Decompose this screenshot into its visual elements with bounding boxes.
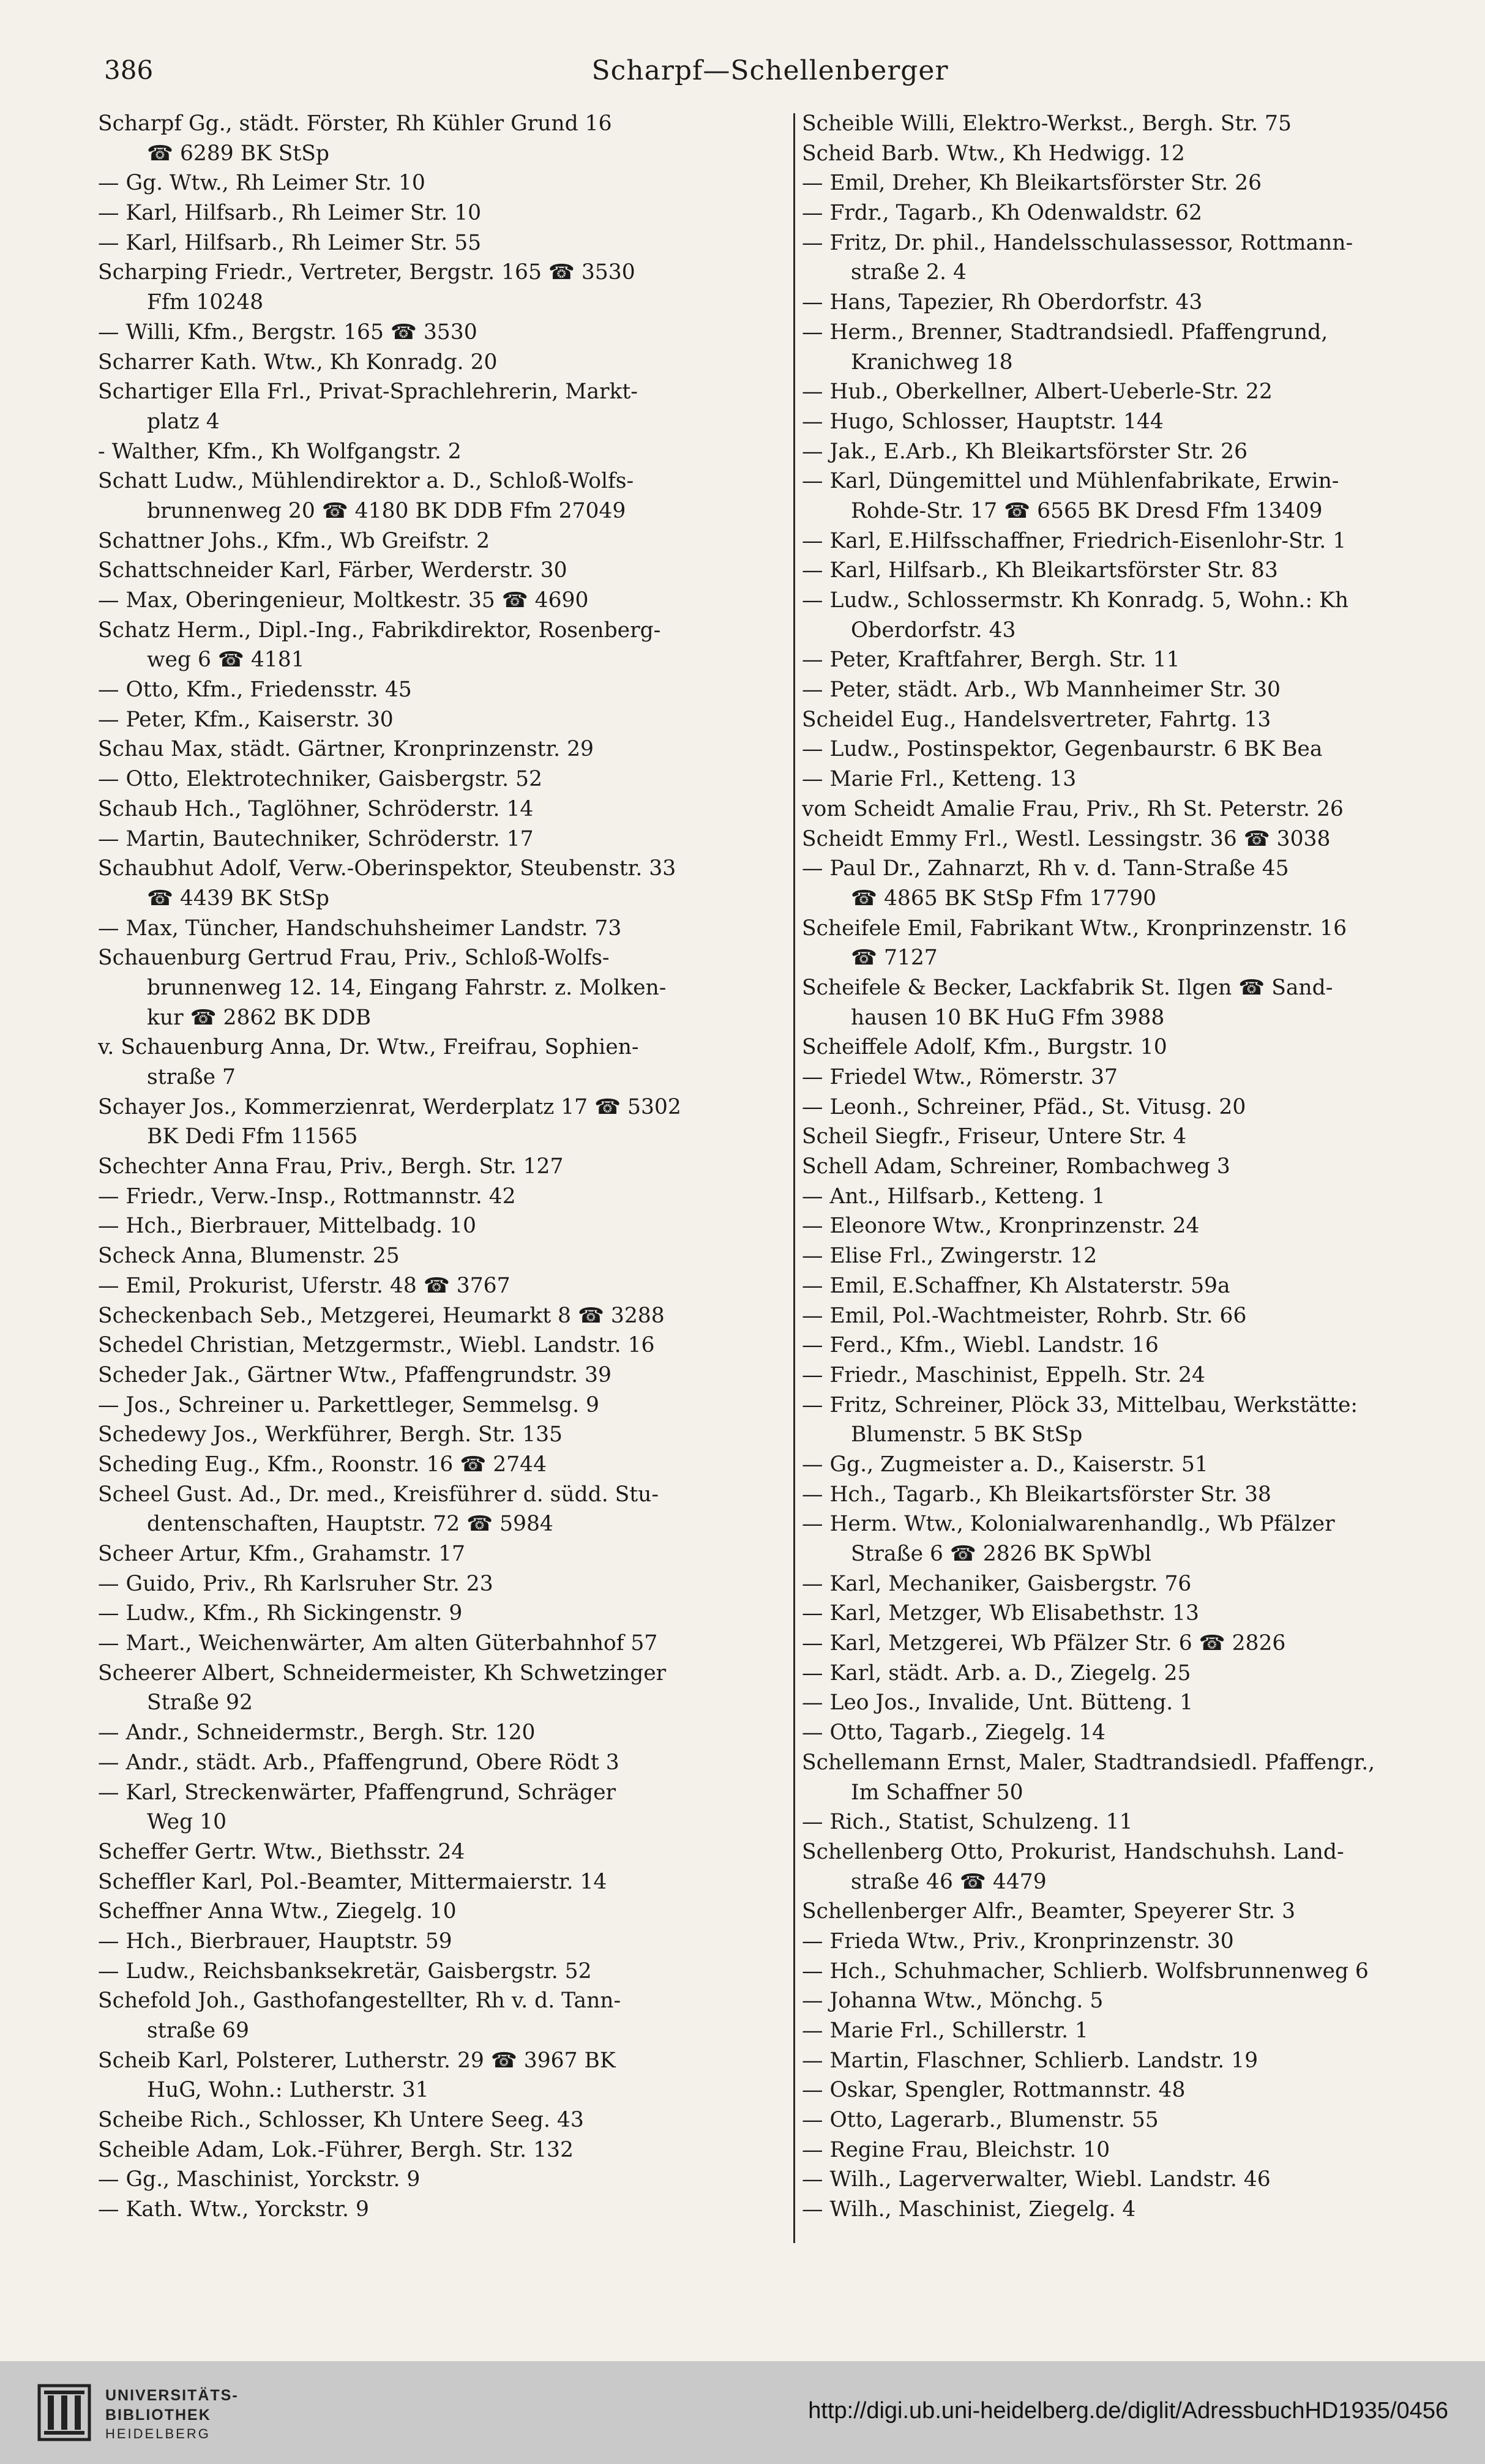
directory-entry-line: Schaub Hch., Taglöhner, Schröderstr. 14	[98, 796, 534, 821]
directory-entry-line: straße 69	[147, 2018, 249, 2043]
directory-entry-line: — Gg. Wtw., Rh Leimer Str. 10	[98, 171, 425, 196]
directory-entry-line: — Karl, E.Hilfsschaffner, Friedrich-Eisenlohr-Str. 1	[802, 528, 1347, 553]
directory-entry-line: ☎ 4865 BK StSp Ffm 17790	[851, 886, 1157, 911]
directory-entry-line: Scheifele Emil, Fabrikant Wtw., Kronprinzenstr. 16	[802, 916, 1347, 941]
directory-entry-line: — Leonh., Schreiner, Pfäd., St. Vitusg. 20	[802, 1094, 1246, 1119]
directory-entry-line: Scheffner Anna Wtw., Ziegelg. 10	[98, 1899, 457, 1924]
directory-entry-line: — Oskar, Spengler, Rottmannstr. 48	[802, 2078, 1186, 2103]
directory-entry-line: — Ludw., Kfm., Rh Sickingenstr. 9	[98, 1601, 463, 1626]
directory-entry-line: Schaubhut Adolf, Verw.-Oberinspektor, Steubenstr. 33	[98, 856, 676, 881]
directory-entry-line: Schefold Joh., Gasthofangestellter, Rh v. d. Tann-	[98, 1988, 621, 2014]
directory-entry-line: — Emil, E.Schaffner, Kh Alstaterstr. 59a	[802, 1273, 1230, 1298]
directory-entry-line: — Karl, Düngemittel und Mühlenfabrikate, Erwin-	[802, 469, 1339, 494]
directory-entry-line: Im Schaffner 50	[851, 1780, 1023, 1805]
directory-entry-line: ☎ 7127	[851, 946, 938, 971]
directory-entry-line: — Otto, Kfm., Friedensstr. 45	[98, 678, 412, 703]
directory-entry-line: — Johanna Wtw., Mönchg. 5	[802, 1988, 1104, 2014]
directory-entry-line: Schellemann Ernst, Maler, Stadtrandsiedl. Pfaffengr.,	[802, 1750, 1375, 1775]
directory-entry-line: — Max, Tüncher, Handschuhsheimer Landstr. 73	[98, 916, 622, 941]
directory-entry-line: Schattschneider Karl, Färber, Werderstr. 30	[98, 558, 567, 583]
directory-entry-line: straße 2. 4	[851, 260, 967, 285]
directory-entry-line: BK Dedi Ffm 11565	[147, 1124, 358, 1149]
directory-entry-line: Scheffer Gertr. Wtw., Biethsstr. 24	[98, 1839, 465, 1864]
directory-entry-line: — Ludw., Reichsbanksekretär, Gaisbergstr. 52	[98, 1958, 592, 1984]
directory-entry-line: Scheding Eug., Kfm., Roonstr. 16 ☎ 2744	[98, 1452, 547, 1477]
directory-entry-line: Scharpf Gg., städt. Förster, Rh Kühler Grund 16	[98, 111, 612, 136]
directory-entry-line: Schatz Herm., Dipl.-Ing., Fabrikdirektor, Rosenberg-	[98, 618, 661, 643]
directory-entry-line: Scheid Barb. Wtw., Kh Hedwigg. 12	[802, 141, 1185, 166]
directory-entry-line: — Hch., Bierbrauer, Mittelbadg. 10	[98, 1214, 476, 1239]
directory-entry-line: — Frieda Wtw., Priv., Kronprinzenstr. 30	[802, 1928, 1234, 1954]
directory-entry-line: straße 46 ☎ 4479	[851, 1869, 1047, 1894]
directory-entry-line: — Emil, Pol.-Wachtmeister, Rohrb. Str. 66	[802, 1303, 1247, 1328]
directory-entry-line: — Andr., Schneidermstr., Bergh. Str. 120	[98, 1720, 536, 1745]
directory-entry-line: weg 6 ☎ 4181	[147, 648, 305, 673]
directory-entry-line: — Paul Dr., Zahnarzt, Rh v. d. Tann-Straße 45	[802, 856, 1289, 881]
column-divider	[793, 113, 795, 2243]
directory-entry-line: — Ant., Hilfsarb., Ketteng. 1	[802, 1184, 1105, 1209]
directory-entry-line: — Kath. Wtw., Yorckstr. 9	[98, 2197, 369, 2222]
directory-entry-line: Schellenberg Otto, Prokurist, Handschuhsh. Land-	[802, 1839, 1344, 1864]
directory-entry-line: — Ludw., Postinspektor, Gegenbaurstr. 6 BK Bea	[802, 737, 1323, 762]
directory-entry-line: Scheck Anna, Blumenstr. 25	[98, 1244, 400, 1269]
directory-entry-line: Straße 92	[147, 1690, 253, 1715]
directory-entry-line: — Mart., Weichenwärter, Am alten Güterbahnhof 57	[98, 1631, 658, 1656]
directory-entry-line: — Elise Frl., Zwingerstr. 12	[802, 1244, 1098, 1269]
directory-entry-line: — Jak., E.Arb., Kh Bleikartsförster Str. 26	[802, 439, 1248, 464]
directory-entry-line: Schauenburg Gertrud Frau, Priv., Schloß-Wolfs-	[98, 946, 610, 971]
directory-entry-line: — Regine Frau, Bleichstr. 10	[802, 2137, 1110, 2162]
left-column	[98, 109, 790, 2225]
directory-entry-line: HuG, Wohn.: Lutherstr. 31	[147, 2078, 429, 2103]
directory-entry-line: Straße 6 ☎ 2826 BK SpWbl	[851, 1542, 1152, 1566]
directory-entry-line: Scheible Willi, Elektro-Werkst., Bergh. Str. 75	[802, 111, 1292, 136]
directory-entry-line: — Friedel Wtw., Römerstr. 37	[802, 1065, 1118, 1089]
directory-entry-line: vom Scheidt Amalie Frau, Priv., Rh St. Peterstr. 26	[802, 796, 1344, 821]
directory-entry-line: Scheib Karl, Polsterer, Lutherstr. 29 ☎ 3967 BK	[98, 2048, 616, 2073]
directory-entry-line: — Friedr., Verw.-Insp., Rottmannstr. 42	[98, 1184, 516, 1209]
library-logo[interactable]	[37, 2380, 294, 2447]
directory-entry-line: Schayer Jos., Kommerzienrat, Werderplatz 17 ☎ 5302	[98, 1094, 681, 1119]
page-header	[104, 55, 1436, 98]
logo-line-2: BIBLIOTHEK	[105, 2406, 211, 2424]
directory-entry-line: kur ☎ 2862 BK DDB	[147, 1005, 372, 1030]
directory-entry-line: — Eleonore Wtw., Kronprinzenstr. 24	[802, 1214, 1200, 1239]
directory-entry-line: Rohde-Str. 17 ☎ 6565 BK Dresd Ffm 13409	[851, 498, 1323, 523]
directory-entry-line: — Otto, Elektrotechniker, Gaisbergstr. 52	[98, 767, 542, 792]
source-url-link[interactable]: http://digi.ub.uni-heidelberg.de/diglit/AdressbuchHD1935/0456	[808, 2398, 1448, 2424]
directory-entry-line: hausen 10 BK HuG Ffm 3988	[851, 1005, 1165, 1030]
directory-entry-line: Scheil Siegfr., Friseur, Untere Str. 4	[802, 1124, 1187, 1149]
directory-entry-line: — Peter, Kraftfahrer, Bergh. Str. 11	[802, 648, 1180, 673]
directory-entry-line: — Karl, Metzger, Wb Elisabethstr. 13	[802, 1601, 1199, 1626]
directory-entry-line: Schatt Ludw., Mühlendirektor a. D., Schloß-Wolfs-	[98, 469, 634, 494]
directory-entry-line: — Karl, Hilfsarb., Rh Leimer Str. 55	[98, 230, 482, 255]
directory-entry-line: — Friedr., Maschinist, Eppelh. Str. 24	[802, 1362, 1205, 1387]
directory-entry-line: brunnenweg 20 ☎ 4180 BK DDB Ffm 27049	[147, 498, 626, 523]
directory-entry-line: — Peter, städt. Arb., Wb Mannheimer Str. 30	[802, 678, 1281, 703]
directory-entry-line: — Karl, Hilfsarb., Kh Bleikartsförster Str. 83	[802, 558, 1278, 583]
directory-entry-line: — Karl, Mechaniker, Gaisbergstr. 76	[802, 1571, 1192, 1596]
directory-entry-line: Kranichweg 18	[851, 349, 1013, 375]
directory-entry-line: Scheifele & Becker, Lackfabrik St. Ilgen ☎ Sand-	[802, 975, 1333, 1000]
directory-entry-line: — Leo Jos., Invalide, Unt. Bütteng. 1	[802, 1690, 1194, 1715]
directory-entry-line: Scheerer Albert, Schneidermeister, Kh Schwetzinger	[98, 1660, 667, 1686]
directory-entry-line: Scheiffele Adolf, Kfm., Burgstr. 10	[802, 1035, 1167, 1060]
library-seal-icon	[37, 2383, 92, 2442]
directory-entry-line: Scheder Jak., Gärtner Wtw., Pfaffengrundstr. 39	[98, 1362, 612, 1387]
directory-entry-line: — Karl, städt. Arb. a. D., Ziegelg. 25	[802, 1660, 1191, 1686]
directory-entry-line: Scheibe Rich., Schlosser, Kh Untere Seeg. 43	[98, 2108, 584, 2133]
directory-entry-line: — Gg., Maschinist, Yorckstr. 9	[98, 2167, 421, 2192]
directory-entry-line: — Fritz, Schreiner, Plöck 33, Mittelbau, Werkstätte:	[802, 1392, 1358, 1417]
directory-entry-line: — Peter, Kfm., Kaiserstr. 30	[98, 707, 394, 732]
directory-entry-line: — Emil, Dreher, Kh Bleikartsförster Str. 26	[802, 171, 1262, 196]
directory-entry-line: — Guido, Priv., Rh Karlsruher Str. 23	[98, 1571, 493, 1596]
directory-entry-line: — Max, Oberingenieur, Moltkestr. 35 ☎ 4690	[98, 588, 589, 613]
directory-entry-line: — Karl, Metzgerei, Wb Pfälzer Str. 6 ☎ 2826	[802, 1631, 1286, 1656]
directory-entry-line: — Ferd., Kfm., Wiebl. Landstr. 16	[802, 1333, 1159, 1358]
directory-entry-line: — Wilh., Lagerverwalter, Wiebl. Landstr. 46	[802, 2167, 1271, 2192]
directory-entry-line: Schartiger Ella Frl., Privat-Sprachlehrerin, Markt-	[98, 379, 638, 405]
directory-entry-line: — Fritz, Dr. phil., Handelsschulassessor, Rottmann-	[802, 230, 1353, 255]
directory-entry-line: Blumenstr. 5 BK StSp	[851, 1422, 1083, 1447]
directory-entry-line: — Frdr., Tagarb., Kh Odenwaldstr. 62	[802, 201, 1202, 226]
directory-entry-line: Scheer Artur, Kfm., Grahamstr. 17	[98, 1542, 465, 1566]
directory-entry-line: — Emil, Prokurist, Uferstr. 48 ☎ 3767	[98, 1273, 511, 1298]
directory-entry-line: — Jos., Schreiner u. Parkettleger, Semmelsg. 9	[98, 1392, 600, 1417]
footer-bar	[0, 2361, 1485, 2464]
directory-entry-line: — Willi, Kfm., Bergstr. 165 ☎ 3530	[98, 319, 477, 345]
directory-entry-line: — Karl, Hilfsarb., Rh Leimer Str. 10	[98, 201, 482, 226]
directory-entry-line: brunnenweg 12. 14, Eingang Fahrstr. z. Molken-	[147, 975, 667, 1000]
directory-entry-line: — Karl, Streckenwärter, Pfaffengrund, Schräger	[98, 1780, 616, 1805]
directory-entry-line: Weg 10	[147, 1810, 227, 1835]
directory-entry-line: Scheel Gust. Ad., Dr. med., Kreisführer d. südd. Stu-	[98, 1482, 659, 1507]
directory-entry-line: — Gg., Zugmeister a. D., Kaiserstr. 51	[802, 1452, 1208, 1477]
directory-entry-line: ☎ 4439 BK StSp	[147, 886, 330, 911]
directory-entry-line: Scheible Adam, Lok.-Führer, Bergh. Str. 132	[98, 2137, 574, 2162]
logo-line-3: HEIDELBERG	[105, 2426, 211, 2441]
directory-entry-line: Scharrer Kath. Wtw., Kh Konradg. 20	[98, 349, 498, 375]
directory-entry-line: — Otto, Tagarb., Ziegelg. 14	[802, 1720, 1106, 1745]
directory-entry-line: — Rich., Statist, Schulzeng. 11	[802, 1810, 1133, 1835]
directory-entry-line: dentenschaften, Hauptstr. 72 ☎ 5984	[147, 1512, 553, 1537]
directory-entry-line: — Hch., Bierbrauer, Hauptstr. 59	[98, 1928, 452, 1954]
directory-entry-line: — Hch., Schuhmacher, Schlierb. Wolfsbrunnenweg 6	[802, 1958, 1369, 1984]
page-title: Scharpf—Schellenberger	[591, 55, 949, 86]
directory-entry-line: — Martin, Bautechniker, Schröderstr. 17	[98, 826, 534, 851]
directory-entry-line: Scheidt Emmy Frl., Westl. Lessingstr. 36 ☎ 3038	[802, 826, 1331, 851]
directory-entry-line: Schau Max, städt. Gärtner, Kronprinzenstr. 29	[98, 737, 594, 762]
directory-entry-line: — Hub., Oberkellner, Albert-Ueberle-Str. 22	[802, 379, 1273, 405]
directory-entry-line: ☎ 6289 BK StSp	[147, 141, 330, 166]
directory-entry-line: — Hch., Tagarb., Kh Bleikartsförster Str. 38	[802, 1482, 1271, 1507]
directory-entry-line: platz 4	[147, 409, 220, 434]
directory-entry-line: Scheffler Karl, Pol.-Beamter, Mittermaierstr. 14	[98, 1869, 607, 1894]
directory-entry-line: — Marie Frl., Schillerstr. 1	[802, 2018, 1088, 2043]
page-number: 386	[104, 55, 154, 85]
directory-entry-line: Schedel Christian, Metzgermstr., Wiebl. Landstr. 16	[98, 1333, 655, 1358]
directory-entry-line: Schattner Johs., Kfm., Wb Greifstr. 2	[98, 528, 490, 553]
directory-entry-line: Schell Adam, Schreiner, Rombachweg 3	[802, 1154, 1230, 1179]
logo-line-1: UNIVERSITÄTS-	[105, 2387, 239, 2404]
directory-entry-line: — Wilh., Maschinist, Ziegelg. 4	[802, 2197, 1136, 2222]
directory-entry-line: — Andr., städt. Arb., Pfaffengrund, Obere Rödt 3	[98, 1750, 619, 1775]
directory-entry-line: Scheckenbach Seb., Metzgerei, Heumarkt 8 ☎ 3288	[98, 1303, 665, 1328]
directory-entry-line: straße 7	[147, 1065, 236, 1089]
directory-entry-line: — Marie Frl., Ketteng. 13	[802, 767, 1077, 792]
directory-entry-line: — Hans, Tapezier, Rh Oberdorfstr. 43	[802, 290, 1203, 315]
directory-entry-line: Scharping Friedr., Vertreter, Bergstr. 165 ☎ 3530	[98, 260, 635, 285]
directory-entry-line: — Ludw., Schlossermstr. Kh Konradg. 5, Wohn.: Kh	[802, 588, 1348, 613]
directory-entry-line: — Hugo, Schlosser, Hauptstr. 144	[802, 409, 1164, 434]
directory-entry-line: Schechter Anna Frau, Priv., Bergh. Str. 127	[98, 1154, 564, 1179]
directory-entry-line: Schellenberger Alfr., Beamter, Speyerer Str. 3	[802, 1899, 1296, 1924]
right-column	[802, 109, 1485, 2225]
directory-entry-line: Oberdorfstr. 43	[851, 618, 1016, 643]
directory-entry-line: - Walther, Kfm., Kh Wolfgangstr. 2	[98, 439, 462, 464]
directory-entry-line: — Martin, Flaschner, Schlierb. Landstr. 19	[802, 2048, 1259, 2073]
directory-entry-line: — Herm. Wtw., Kolonialwarenhandlg., Wb Pfälzer	[802, 1512, 1335, 1537]
directory-entry-line: Schedewy Jos., Werkführer, Bergh. Str. 135	[98, 1422, 563, 1447]
directory-entry-line: Ffm 10248	[147, 290, 264, 315]
directory-entry-line: Scheidel Eug., Handelsvertreter, Fahrtg. 13	[802, 707, 1271, 732]
directory-entry-line: v. Schauenburg Anna, Dr. Wtw., Freifrau, Sophien-	[98, 1035, 639, 1060]
directory-entry-line: — Herm., Brenner, Stadtrandsiedl. Pfaffengrund,	[802, 319, 1328, 345]
directory-entry-line: — Otto, Lagerarb., Blumenstr. 55	[802, 2108, 1159, 2133]
